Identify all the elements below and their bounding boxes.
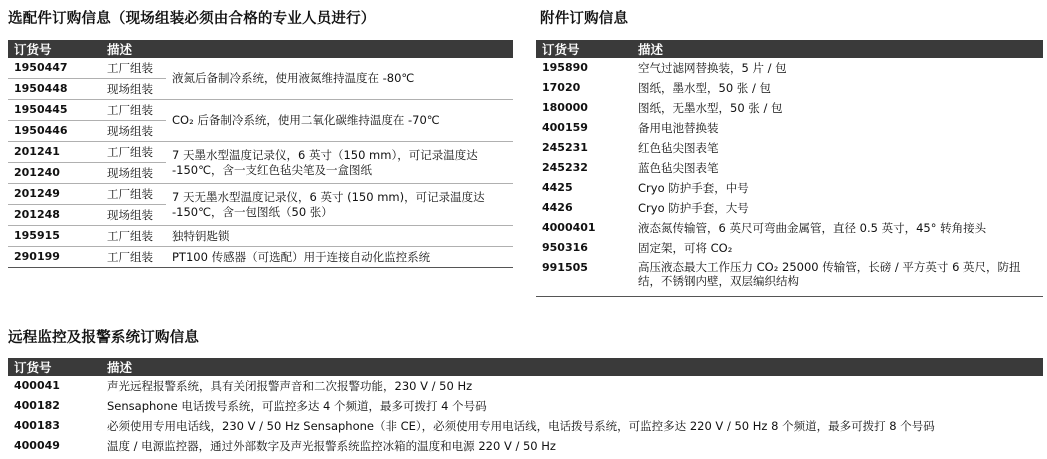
table-row: [536, 138, 1043, 158]
assembly-type: 工厂组装: [101, 100, 166, 121]
description: 液氮后备制冷系统，使用液氮维持温度在 -80℃: [172, 71, 415, 86]
description: 图纸，墨水型，50 张 / 包: [638, 80, 771, 95]
description: CO₂ 后备制冷系统，使用二氧化碳维持温度在 -70℃: [166, 100, 513, 142]
description: 必须使用专用电话线，230 V / 50 Hz Sensaphone（非 CE），必须使用专用电话线，电话拨号系统，可监控多达 220 V / 50 Hz 8 个频道，最多可拨打 8 个号码: [107, 418, 935, 433]
assembly-type: 现场组装: [101, 79, 166, 100]
table-row: [536, 218, 1043, 238]
assembly-type: 现场组装: [101, 121, 166, 142]
order-number: 4426: [542, 201, 573, 215]
description: 图纸，无墨水型，50 张 / 包: [638, 100, 783, 115]
description: Cryo 防护手套，中号: [638, 180, 749, 195]
order-number: 245232: [542, 161, 588, 175]
order-number: 201240: [8, 163, 101, 184]
order-number: 400183: [14, 419, 60, 433]
order-number: 4000401: [542, 221, 596, 235]
remote-table: [8, 358, 1043, 456]
description: Sensaphone 电话拨号系统，可监控多达 4 个频道，最多可拨打 4 个号码: [107, 398, 487, 413]
table-row: [8, 396, 1043, 416]
description: 7 天墨水型温度记录仪，6 英寸（150 mm），可记录温度达 -150℃，含一支红色毡尖笔及一盒图纸: [166, 142, 513, 184]
table-row: [8, 100, 513, 121]
description: 空气过滤网替换装，5 片 / 包: [638, 60, 787, 75]
assembly-type: 工厂组装: [101, 184, 166, 205]
table-row: [8, 58, 513, 79]
order-number: 1950447: [14, 61, 68, 75]
description: 高压液态最大工作压力 CO₂ 25000 传输管，长磅 / 平方英寸 6 英尺，防扭结，不锈钢内壁，双层编织结构: [638, 260, 1021, 289]
order-number: 245231: [542, 141, 588, 155]
description: 声光远程报警系统，具有关闭报警声音和二次报警功能，230 V / 50 Hz: [107, 378, 473, 393]
table-row: [536, 178, 1043, 198]
table-row: [8, 247, 513, 268]
table-row: [536, 198, 1043, 218]
order-number: 1950445: [8, 100, 101, 121]
table-header-row: [8, 358, 1043, 376]
order-number: 1950448: [8, 79, 101, 100]
header-description: 描述: [101, 40, 513, 58]
table-row: [536, 58, 1043, 78]
order-number: 201249: [8, 184, 101, 205]
order-number: 195890: [542, 61, 588, 75]
table-row: [8, 184, 513, 205]
order-number: 290199: [8, 247, 101, 268]
order-number: 400049: [14, 439, 60, 453]
order-number: 180000: [542, 101, 588, 115]
order-number: 1950446: [8, 121, 101, 142]
order-number: 4425: [542, 181, 573, 195]
assembly-type: 工厂组装: [101, 247, 166, 268]
table-row: [8, 416, 1043, 436]
accessories-section-title: 附件订购信息: [540, 11, 629, 27]
description: 液态氮传输管，6 英尺可弯曲金属管，直径 0.5 英寸，45° 转角接头: [638, 220, 987, 235]
table-row: [536, 238, 1043, 258]
assembly-type: 现场组装: [101, 163, 166, 184]
order-number: 991505: [542, 261, 588, 274]
header-order-no: 订货号: [8, 358, 101, 376]
table-row: [536, 118, 1043, 138]
order-number: 400182: [14, 399, 60, 413]
table-row: [8, 376, 1043, 396]
description: 温度 / 电源监控器，通过外部数字及声光报警系统监控冰箱的温度和电源 220 V / 50 Hz: [107, 438, 556, 453]
table-row: [536, 98, 1043, 118]
order-number: 950316: [542, 241, 588, 255]
header-description: 描述: [632, 40, 1043, 58]
accessories-table: [536, 40, 1043, 297]
table-row: [8, 142, 513, 163]
order-number: 17020: [542, 81, 581, 95]
table-row: [536, 158, 1043, 178]
assembly-type: 工厂组装: [107, 60, 153, 75]
description: 备用电池替换装: [638, 120, 719, 135]
table-header-row: [536, 40, 1043, 58]
order-number: 201241: [8, 142, 101, 163]
optional-section-title: 选配件订购信息（现场组装必须由合格的专业人员进行）: [8, 11, 376, 27]
description: Cryo 防护手套，大号: [638, 200, 749, 215]
table-row: [536, 78, 1043, 98]
description: 独特钥匙锁: [166, 226, 513, 247]
order-number: 201248: [8, 205, 101, 226]
description: 红色毡尖图表笔: [638, 140, 719, 155]
table-header-row: [8, 40, 513, 58]
description: PT100 传感器（可选配）用于连接自动化监控系统: [166, 247, 513, 268]
order-number: 400041: [14, 379, 60, 393]
description: 固定架，可将 CO₂: [638, 240, 733, 255]
order-number: 195915: [8, 226, 101, 247]
optional-table: [8, 40, 513, 268]
header-order-no: 订货号: [536, 40, 632, 58]
header-description: 描述: [101, 358, 1043, 376]
order-number: 400159: [542, 121, 588, 135]
table-row: [8, 226, 513, 247]
header-order-no: 订货号: [8, 40, 101, 58]
description: 蓝色毡尖图表笔: [638, 160, 719, 175]
assembly-type: 工厂组装: [101, 226, 166, 247]
assembly-type: 现场组装: [101, 205, 166, 226]
assembly-type: 工厂组装: [101, 142, 166, 163]
remote-section-title: 远程监控及报警系统订购信息: [8, 330, 200, 346]
table-row: [8, 436, 1043, 456]
table-row: [536, 258, 1043, 296]
description: 7 天无墨水型温度记录仪，6 英寸 (150 mm)，可记录温度达 -150℃，含一包图纸（50 张）: [166, 184, 513, 226]
